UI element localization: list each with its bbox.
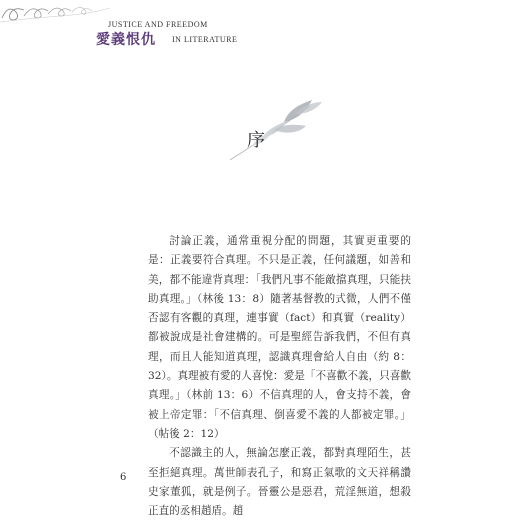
logo-title-top: JUSTICE AND FREEDOM [108, 20, 208, 29]
paragraph-2: 不認識主的人，無論怎麼正義，都對真理陌生，甚至拒絕真理。萬世師表孔子，和寫正氣歌的文天祥稱讚史家董狐，就是例子。晉靈公是惡君，荒淫無道，想殺正直的丞相趙盾。趙 [148, 447, 411, 518]
leaf-ornament-icon [222, 94, 332, 164]
chapter-title: 序 [247, 130, 265, 151]
logo-title-chinese: 愛義恨仇 [96, 32, 156, 48]
page-number: 6 [120, 472, 127, 483]
header-swirl-ornament [0, 0, 110, 24]
paragraph-1: 討論正義，通常重視分配的問題，其實更重要的是：正義要符合真理。不只是正義，任何議題，如善和美，都不能違背真理：「我們凡事不能敵擋真理，只能扶助真理。」（林後 13：8）隨著基督教的式微，人們不僅否認有客觀的真理，連事實（fact）和真實（reality）都被說成是社會建構的。可是聖經告訴我們，不但有真理，而且人能知道真理，認識真理會給人自由（約 8：32）。真理被有愛的人喜悅：愛是「不喜歡不義，只喜歡真理。」（林前 13：6）不信真理的人，會支持不義，會被上帝定罪：「不信真理、倒喜愛不義的人都被定罪。」（帖後 2：12） [148, 235, 411, 440]
logo-title-bottom: IN LITERATURE [172, 35, 238, 44]
book-logo [96, 20, 256, 60]
body-text [148, 232, 411, 521]
